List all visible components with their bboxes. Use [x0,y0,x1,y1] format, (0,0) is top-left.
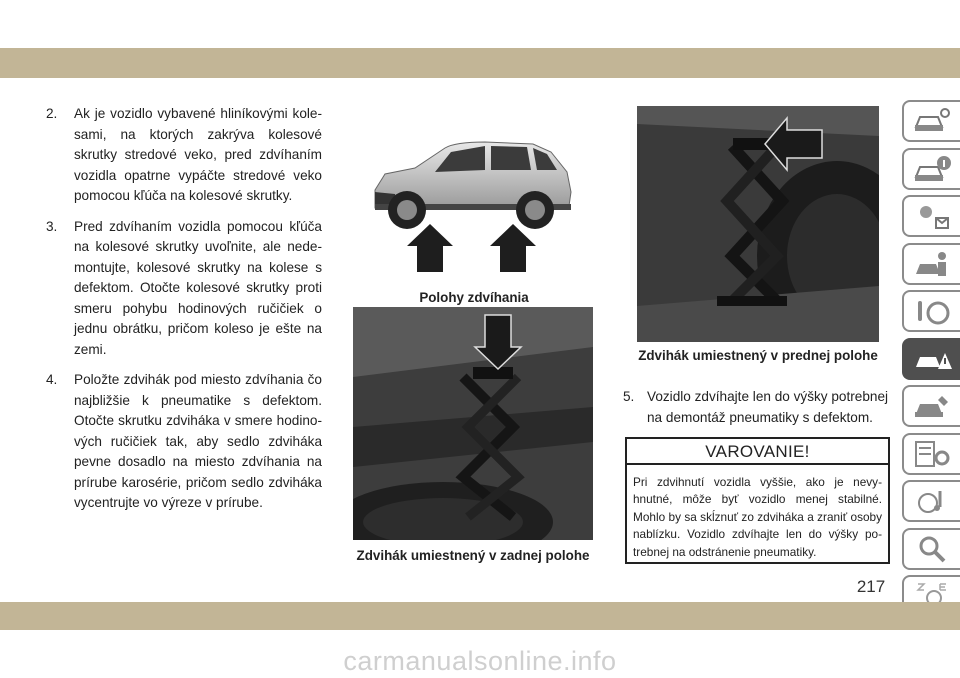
page-number: 217 [856,577,886,596]
step-number: 3. [46,218,58,234]
instructions-column-right [623,387,893,428]
tab-multimedia[interactable] [902,480,960,522]
chapter-tabs [902,100,960,623]
warning-lights-icon [912,200,952,232]
car-info-icon [912,153,952,185]
index-search-icon [912,533,952,565]
warning-box [625,437,890,564]
header-band [0,48,960,78]
car-key-icon [912,105,952,137]
front-jack-figure [637,106,879,342]
step-text: Ak je vozidlo vybavené hliníkovými kole-sami, na ktorých zakrýva kolesové skrutky stredové veko, pred zdvíhaním vozidla opatrne vypáčte stredové veko pomocou kľúča na kolesové skrutky. [74,106,322,203]
watermark: carmanualsonline.info [343,646,617,676]
front-lift-arrow-icon [407,224,453,272]
footer-band [0,602,960,630]
step-3 [46,217,322,361]
figure-caption: Zdvihák umiestnený v prednej polohe [638,348,878,363]
suv-illustration [355,122,593,282]
lift-points-figure [355,122,593,282]
safety-belt-icon [912,248,952,280]
warning-text: Pri zdvihnutí vozidla vyššie, ako je nevy-hnutné, môže byť vozidlo menej stabilné. Mohlo by sa skĺznuť zo zdviháka a zraniť osoby nablízku. Vozidlo zdvíhajte len do výšky po-trebnej na odstránenie pneumatiky. [633,475,882,559]
figure-caption: Zdvihák umiestnený v zadnej polohe [356,548,590,563]
instructions-column [46,104,322,524]
tab-car-info[interactable] [902,148,960,190]
step-2 [46,104,322,207]
step-number: 5. [623,389,635,404]
tab-driving[interactable] [902,290,960,332]
steering-wheel-icon [912,295,952,327]
specifications-icon [912,438,952,470]
multimedia-icon [912,485,952,517]
tab-warning-lights[interactable] [902,195,960,237]
rear-lift-arrow-icon [490,224,536,272]
roadside-emergency-icon [912,343,952,375]
tab-index[interactable] [902,528,960,570]
step-number: 2. [46,106,58,121]
step-text: Vozidlo zdvíhajte len do výšky potrebnej na demontáž pneumatiky s defektom. [647,389,889,425]
tab-car-key[interactable] [902,100,960,142]
step-5 [623,387,893,428]
step-number: 4. [46,372,58,387]
warning-title: VAROVANIE! [627,439,888,465]
tab-safety[interactable] [902,243,960,285]
front-jack-photo [637,106,879,342]
tab-service[interactable] [902,385,960,427]
car-service-icon [912,390,952,422]
rear-jack-photo [353,307,593,540]
step-4 [46,370,322,514]
step-text: Položte zdvihák pod miesto zdvíhania čo najbližšie k pneumatike s defektom. Otočte skrutku zdviháka v smere hodino-vých ručičiek tak, aby sedlo zdviháka pevne dosadlo na miesto zdvíhania na prírube karosérie, pričom sedlo zdviháka vycentrujte vo výreze v prírube. [74,372,322,510]
step-text: Pred zdvíhaním vozidla pomocou kľúča na kolesové skrutky uvoľnite, ale nede-montujte, kolesové skrutky na kolese s defektom. Otočte kolesové skrutky proti smeru pohybu hodinových ručičiek o jednu obrátku, pričom koleso je ešte na zemi. [74,218,322,357]
rear-jack-figure [353,307,593,540]
figure-caption: Polohy zdvíhania [419,290,529,305]
tab-roadside-emergency[interactable] [902,338,960,380]
tab-specifications[interactable] [902,433,960,475]
